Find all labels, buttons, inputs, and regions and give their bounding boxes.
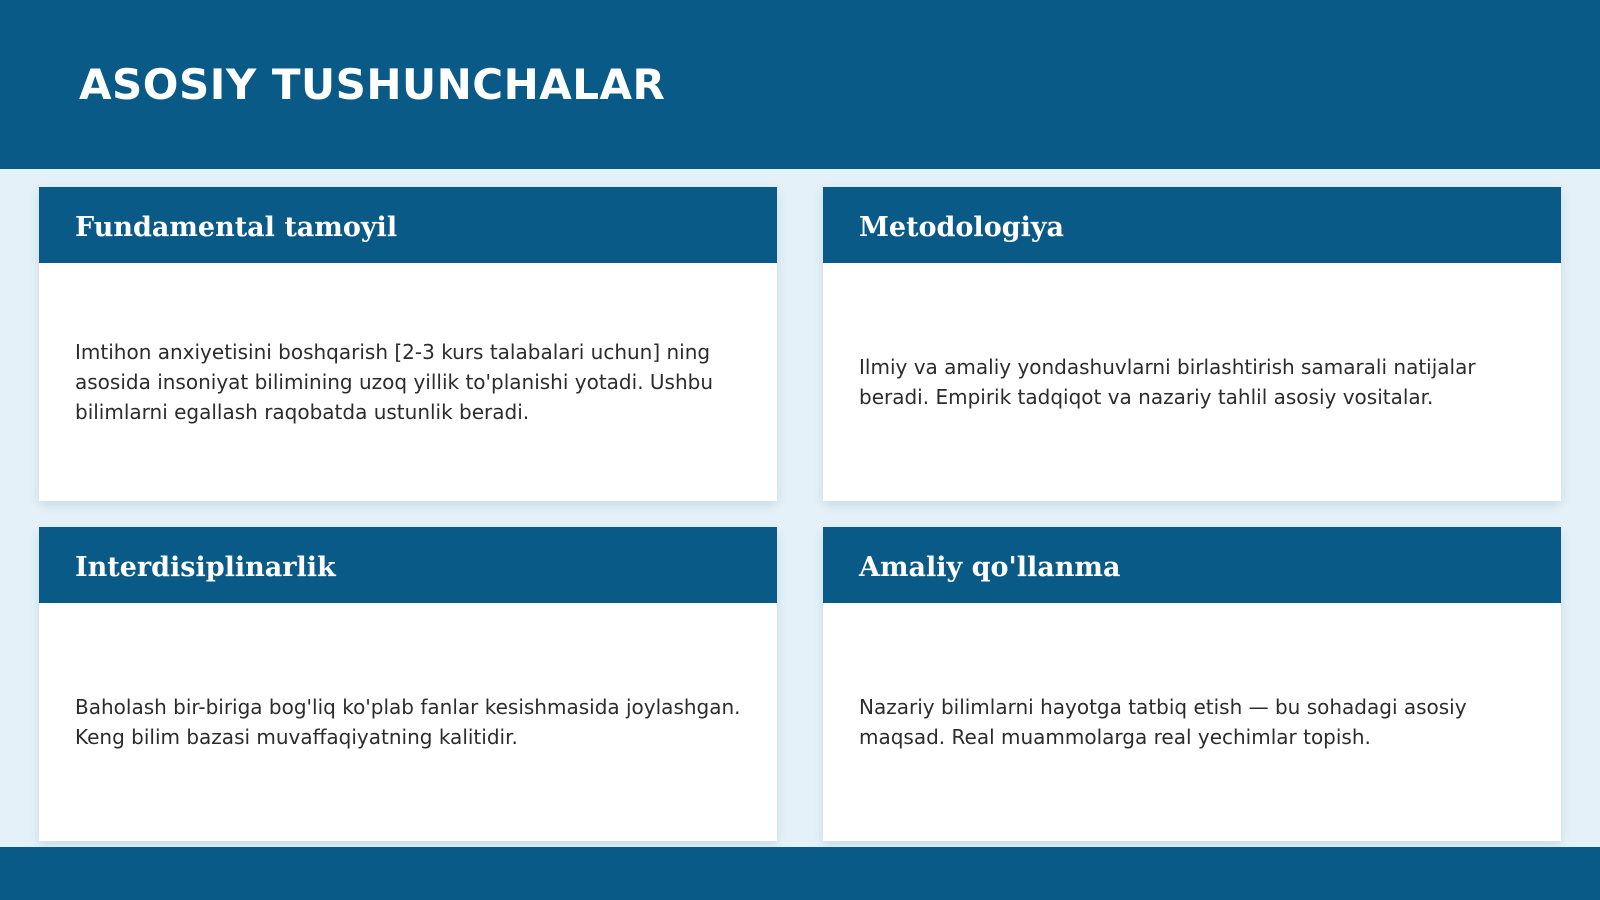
card-body [823,263,1561,501]
card-body [39,263,777,501]
slide-footer [0,847,1600,900]
card-body [823,603,1561,841]
card-text: Baholash bir-biriga bog'liq ko'plab fanlar kesishmasida joylashgan. Keng bilim bazasi muvaffaqiyatning kalitidir. [75,695,741,749]
concept-card-interdisciplinary [39,527,777,841]
card-header [39,187,777,263]
slide-title: ASOSIY TUSHUNCHALAR [79,60,666,109]
slide-header [0,0,1600,169]
card-header [823,187,1561,263]
card-header [39,527,777,603]
card-title: Fundamental tamoyil [75,212,398,243]
card-title: Interdisiplinarlik [75,552,336,583]
card-text: Ilmiy va amaliy yondashuvlarni birlashtirish samarali natijalar beradi. Empirik tadqiqot va nazariy tahlil asosiy vositalar. [859,355,1476,409]
card-title: Metodologiya [859,212,1065,243]
card-body [39,603,777,841]
card-text: Imtihon anxiyetisini boshqarish [2-3 kurs talabalari uchun] ning asosida insoniyat bilimining uzoq yillik to'planishi yotadi. Ushbu bilimlarni egallash raqobatda ustunlik beradi. [75,340,714,424]
concept-card-practical [823,527,1561,841]
concept-card-fundamental [39,187,777,501]
card-header [823,527,1561,603]
concept-card-methodology [823,187,1561,501]
card-title: Amaliy qo'llanma [859,552,1121,583]
card-text: Nazariy bilimlarni hayotga tatbiq etish — bu sohadagi asosiy maqsad. Real muammolarga real yechimlar topish. [859,695,1467,749]
